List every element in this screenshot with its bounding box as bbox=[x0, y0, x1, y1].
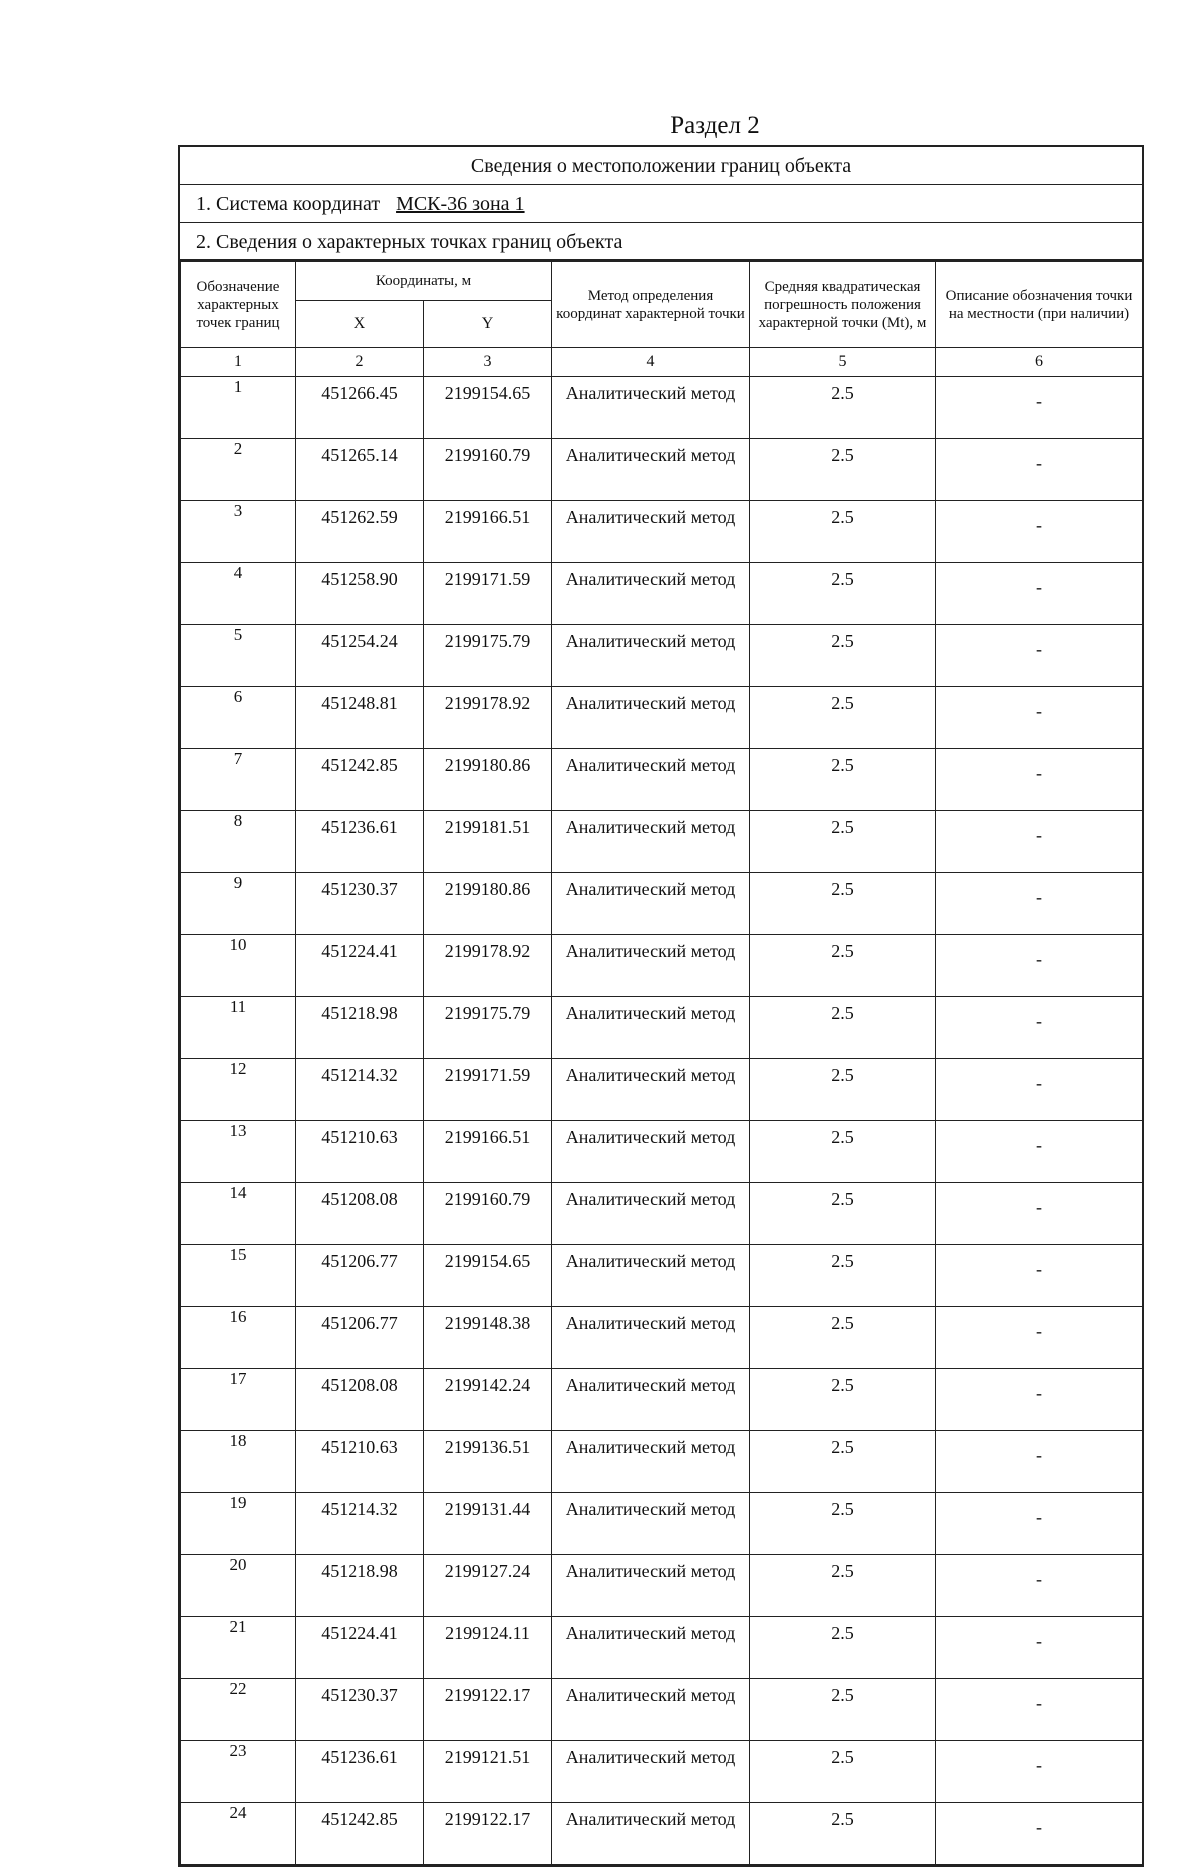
point-number: 7 bbox=[181, 749, 296, 811]
description: - bbox=[936, 563, 1143, 625]
block-title: Сведения о местоположении границ объекта bbox=[180, 147, 1142, 185]
description: - bbox=[936, 377, 1143, 439]
coordinate-system-label: 1. Система координат bbox=[196, 193, 381, 215]
coord-x: 451214.32 bbox=[296, 1059, 424, 1121]
header-x: X bbox=[296, 301, 424, 348]
point-number: 24 bbox=[181, 1803, 296, 1865]
point-number: 8 bbox=[181, 811, 296, 873]
method: Аналитический метод bbox=[552, 1431, 750, 1493]
point-number: 10 bbox=[181, 935, 296, 997]
table-row bbox=[181, 749, 1143, 811]
table-row bbox=[181, 377, 1143, 439]
coord-x: 451262.59 bbox=[296, 501, 424, 563]
mt-error: 2.5 bbox=[750, 625, 936, 687]
point-number: 11 bbox=[181, 997, 296, 1059]
method: Аналитический метод bbox=[552, 1803, 750, 1865]
point-number: 6 bbox=[181, 687, 296, 749]
column-number: 5 bbox=[750, 348, 936, 377]
description: - bbox=[936, 1369, 1143, 1431]
coord-x: 451266.45 bbox=[296, 377, 424, 439]
method: Аналитический метод bbox=[552, 563, 750, 625]
table-row bbox=[181, 1307, 1143, 1369]
description: - bbox=[936, 1803, 1143, 1865]
coord-y: 2199171.59 bbox=[424, 1059, 552, 1121]
coord-y: 2199160.79 bbox=[424, 439, 552, 501]
table-row bbox=[181, 1617, 1143, 1679]
table-row bbox=[181, 1059, 1143, 1121]
mt-error: 2.5 bbox=[750, 377, 936, 439]
coord-y: 2199178.92 bbox=[424, 687, 552, 749]
table-row bbox=[181, 1741, 1143, 1803]
description: - bbox=[936, 1307, 1143, 1369]
header-error: Средняя квадратическая погрешность положения характерной точки (Mt), м bbox=[750, 262, 936, 348]
coord-y: 2199122.17 bbox=[424, 1679, 552, 1741]
table-row bbox=[181, 1493, 1143, 1555]
coord-x: 451242.85 bbox=[296, 749, 424, 811]
method: Аналитический метод bbox=[552, 1493, 750, 1555]
coord-x: 451208.08 bbox=[296, 1369, 424, 1431]
coord-x: 451248.81 bbox=[296, 687, 424, 749]
mt-error: 2.5 bbox=[750, 1555, 936, 1617]
mt-error: 2.5 bbox=[750, 1183, 936, 1245]
header-description: Описание обозначения точки на местности (при наличии) bbox=[936, 262, 1143, 348]
description: - bbox=[936, 873, 1143, 935]
boundary-points-table bbox=[180, 261, 1143, 1865]
coord-y: 2199180.86 bbox=[424, 873, 552, 935]
method: Аналитический метод bbox=[552, 873, 750, 935]
mt-error: 2.5 bbox=[750, 1617, 936, 1679]
mt-error: 2.5 bbox=[750, 749, 936, 811]
mt-error: 2.5 bbox=[750, 1059, 936, 1121]
coord-y: 2199148.38 bbox=[424, 1307, 552, 1369]
point-number: 3 bbox=[181, 501, 296, 563]
mt-error: 2.5 bbox=[750, 1307, 936, 1369]
point-number: 9 bbox=[181, 873, 296, 935]
description: - bbox=[936, 1245, 1143, 1307]
coord-x: 451218.98 bbox=[296, 1555, 424, 1617]
point-number: 17 bbox=[181, 1369, 296, 1431]
column-number: 1 bbox=[181, 348, 296, 377]
column-number: 4 bbox=[552, 348, 750, 377]
coord-x: 451254.24 bbox=[296, 625, 424, 687]
mt-error: 2.5 bbox=[750, 1679, 936, 1741]
method: Аналитический метод bbox=[552, 1307, 750, 1369]
point-number: 18 bbox=[181, 1431, 296, 1493]
table-row bbox=[181, 1183, 1143, 1245]
point-number: 19 bbox=[181, 1493, 296, 1555]
table-row bbox=[181, 1431, 1143, 1493]
method: Аналитический метод bbox=[552, 501, 750, 563]
point-number: 12 bbox=[181, 1059, 296, 1121]
column-number: 6 bbox=[936, 348, 1143, 377]
point-number: 21 bbox=[181, 1617, 296, 1679]
table-row bbox=[181, 625, 1143, 687]
method: Аналитический метод bbox=[552, 935, 750, 997]
point-number: 14 bbox=[181, 1183, 296, 1245]
description: - bbox=[936, 625, 1143, 687]
coord-y: 2199175.79 bbox=[424, 625, 552, 687]
boundary-info-block bbox=[178, 145, 1144, 1867]
coord-x: 451236.61 bbox=[296, 811, 424, 873]
header-coordinates: Координаты, м bbox=[296, 262, 552, 301]
method: Аналитический метод bbox=[552, 1369, 750, 1431]
table-row bbox=[181, 811, 1143, 873]
table-row bbox=[181, 1245, 1143, 1307]
coord-y: 2199136.51 bbox=[424, 1431, 552, 1493]
mt-error: 2.5 bbox=[750, 1493, 936, 1555]
mt-error: 2.5 bbox=[750, 1803, 936, 1865]
mt-error: 2.5 bbox=[750, 439, 936, 501]
table-row bbox=[181, 439, 1143, 501]
method: Аналитический метод bbox=[552, 749, 750, 811]
coord-x: 451208.08 bbox=[296, 1183, 424, 1245]
method: Аналитический метод bbox=[552, 1245, 750, 1307]
method: Аналитический метод bbox=[552, 1121, 750, 1183]
coord-y: 2199181.51 bbox=[424, 811, 552, 873]
coord-x: 451224.41 bbox=[296, 1617, 424, 1679]
coord-x: 451218.98 bbox=[296, 997, 424, 1059]
method: Аналитический метод bbox=[552, 1679, 750, 1741]
section-title: Раздел 2 bbox=[670, 112, 760, 139]
mt-error: 2.5 bbox=[750, 935, 936, 997]
table-row bbox=[181, 997, 1143, 1059]
description: - bbox=[936, 1059, 1143, 1121]
point-number: 23 bbox=[181, 1741, 296, 1803]
point-number: 5 bbox=[181, 625, 296, 687]
coord-y: 2199122.17 bbox=[424, 1803, 552, 1865]
description: - bbox=[936, 1555, 1143, 1617]
method: Аналитический метод bbox=[552, 377, 750, 439]
coord-y: 2199166.51 bbox=[424, 1121, 552, 1183]
coordinate-system-row bbox=[180, 185, 1142, 223]
description: - bbox=[936, 997, 1143, 1059]
coord-x: 451210.63 bbox=[296, 1121, 424, 1183]
coord-y: 2199131.44 bbox=[424, 1493, 552, 1555]
coord-y: 2199160.79 bbox=[424, 1183, 552, 1245]
description: - bbox=[936, 439, 1143, 501]
coord-y: 2199154.65 bbox=[424, 377, 552, 439]
table-row bbox=[181, 563, 1143, 625]
coord-y: 2199178.92 bbox=[424, 935, 552, 997]
mt-error: 2.5 bbox=[750, 501, 936, 563]
mt-error: 2.5 bbox=[750, 687, 936, 749]
method: Аналитический метод bbox=[552, 1059, 750, 1121]
mt-error: 2.5 bbox=[750, 1121, 936, 1183]
coord-x: 451206.77 bbox=[296, 1307, 424, 1369]
coord-y: 2199124.11 bbox=[424, 1617, 552, 1679]
method: Аналитический метод bbox=[552, 1183, 750, 1245]
header-designation: Обозначение характерных точек границ bbox=[181, 262, 296, 348]
coord-y: 2199175.79 bbox=[424, 997, 552, 1059]
coordinate-system-value: МСК-36 зона 1 bbox=[396, 193, 525, 215]
point-number: 15 bbox=[181, 1245, 296, 1307]
table-row bbox=[181, 1121, 1143, 1183]
coord-y: 2199171.59 bbox=[424, 563, 552, 625]
method: Аналитический метод bbox=[552, 439, 750, 501]
point-number: 20 bbox=[181, 1555, 296, 1617]
coord-x: 451206.77 bbox=[296, 1245, 424, 1307]
method: Аналитический метод bbox=[552, 1741, 750, 1803]
coord-y: 2199180.86 bbox=[424, 749, 552, 811]
coord-x: 451236.61 bbox=[296, 1741, 424, 1803]
coord-y: 2199127.24 bbox=[424, 1555, 552, 1617]
description: - bbox=[936, 749, 1143, 811]
point-number: 16 bbox=[181, 1307, 296, 1369]
mt-error: 2.5 bbox=[750, 1741, 936, 1803]
point-number: 13 bbox=[181, 1121, 296, 1183]
description: - bbox=[936, 811, 1143, 873]
points-table-body bbox=[181, 377, 1143, 1865]
method: Аналитический метод bbox=[552, 1555, 750, 1617]
coord-x: 451214.32 bbox=[296, 1493, 424, 1555]
coord-x: 451210.63 bbox=[296, 1431, 424, 1493]
mt-error: 2.5 bbox=[750, 1245, 936, 1307]
point-number: 2 bbox=[181, 439, 296, 501]
coord-y: 2199154.65 bbox=[424, 1245, 552, 1307]
table-row bbox=[181, 935, 1143, 997]
description: - bbox=[936, 1431, 1143, 1493]
description: - bbox=[936, 687, 1143, 749]
method: Аналитический метод bbox=[552, 1617, 750, 1679]
table-row bbox=[181, 1803, 1143, 1865]
coord-y: 2199166.51 bbox=[424, 501, 552, 563]
column-number: 3 bbox=[424, 348, 552, 377]
mt-error: 2.5 bbox=[750, 873, 936, 935]
method: Аналитический метод bbox=[552, 687, 750, 749]
header-method: Метод определения координат характерной точки bbox=[552, 262, 750, 348]
table-row bbox=[181, 1369, 1143, 1431]
mt-error: 2.5 bbox=[750, 563, 936, 625]
table-row bbox=[181, 1679, 1143, 1741]
points-section-title: 2. Сведения о характерных точках границ объекта bbox=[180, 223, 1142, 261]
description: - bbox=[936, 1617, 1143, 1679]
mt-error: 2.5 bbox=[750, 1369, 936, 1431]
coord-x: 451242.85 bbox=[296, 1803, 424, 1865]
table-row bbox=[181, 501, 1143, 563]
mt-error: 2.5 bbox=[750, 997, 936, 1059]
point-number: 4 bbox=[181, 563, 296, 625]
point-number: 1 bbox=[181, 377, 296, 439]
table-row bbox=[181, 687, 1143, 749]
coord-x: 451230.37 bbox=[296, 1679, 424, 1741]
description: - bbox=[936, 1493, 1143, 1555]
mt-error: 2.5 bbox=[750, 811, 936, 873]
point-number: 22 bbox=[181, 1679, 296, 1741]
coord-y: 2199142.24 bbox=[424, 1369, 552, 1431]
description: - bbox=[936, 1679, 1143, 1741]
coord-y: 2199121.51 bbox=[424, 1741, 552, 1803]
mt-error: 2.5 bbox=[750, 1431, 936, 1493]
description: - bbox=[936, 1183, 1143, 1245]
method: Аналитический метод bbox=[552, 625, 750, 687]
column-number: 2 bbox=[296, 348, 424, 377]
method: Аналитический метод bbox=[552, 811, 750, 873]
description: - bbox=[936, 501, 1143, 563]
coord-x: 451230.37 bbox=[296, 873, 424, 935]
description: - bbox=[936, 1121, 1143, 1183]
table-row bbox=[181, 873, 1143, 935]
coord-x: 451258.90 bbox=[296, 563, 424, 625]
description: - bbox=[936, 935, 1143, 997]
coord-x: 451224.41 bbox=[296, 935, 424, 997]
method: Аналитический метод bbox=[552, 997, 750, 1059]
header-y: Y bbox=[424, 301, 552, 348]
table-row bbox=[181, 1555, 1143, 1617]
description: - bbox=[936, 1741, 1143, 1803]
coord-x: 451265.14 bbox=[296, 439, 424, 501]
